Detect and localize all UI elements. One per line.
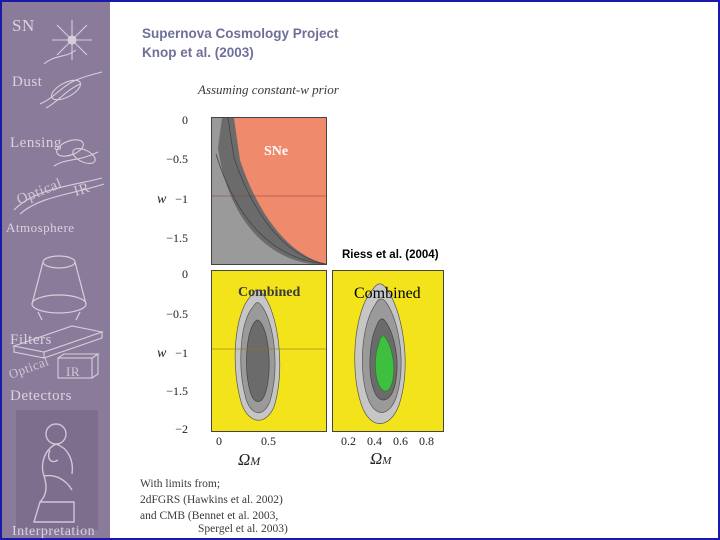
sidebar-item-ir[interactable]: IR xyxy=(71,179,92,201)
sidebar-item-dust[interactable]: Dust xyxy=(12,74,43,90)
atmosphere-icon xyxy=(10,174,106,218)
combined-ytick-0: 0 xyxy=(182,267,188,281)
combined-ylabel: w xyxy=(157,346,167,361)
sidebar-item-atmosphere[interactable]: Atmosphere xyxy=(6,220,75,235)
dust-icon xyxy=(36,64,106,112)
combined-ytick-1: −0.5 xyxy=(166,307,188,321)
sidebar-item-optical[interactable]: Optical xyxy=(14,175,65,209)
sne-ylabel: w xyxy=(157,192,167,207)
riess-xtick-2: 0.6 xyxy=(393,434,408,448)
project-citation: Knop et al. (2003) xyxy=(142,45,254,60)
lensing-icon xyxy=(50,128,106,174)
combined-ytick-3: −1.5 xyxy=(166,384,188,398)
sidebar-item-filters[interactable]: Filters xyxy=(10,332,52,348)
combined-xtick-0: 0 xyxy=(216,434,222,448)
thinker-figure-icon xyxy=(16,410,98,530)
detector-chip-icon xyxy=(52,352,106,386)
thinker-image xyxy=(16,410,98,530)
combined-ytick-2: −1 xyxy=(175,346,188,360)
sne-ytick-2: −1 xyxy=(175,192,188,206)
sidebar-item-lensing[interactable]: Lensing xyxy=(10,135,62,151)
riess-xtick-0: 0.2 xyxy=(341,434,356,448)
combined-xtick-1: 0.5 xyxy=(261,434,276,448)
sne-contours xyxy=(212,118,326,264)
riess-combined-label: Combined xyxy=(354,285,421,302)
footnote-line-2: 2dFGRS (Hawkins et al. 2002) xyxy=(140,494,283,506)
combined-ytick-4: −2 xyxy=(175,422,188,436)
footnote-line-4: Spergel et al. 2003) xyxy=(198,523,288,535)
sne-contour-panel xyxy=(211,117,327,265)
sidebar-item-ir-detectors[interactable]: IR xyxy=(66,364,80,379)
prior-assumption-label: Assuming constant-w prior xyxy=(198,82,339,97)
sidebar-item-sn[interactable]: SN xyxy=(12,16,35,35)
riess-xtick-3: 0.8 xyxy=(419,434,434,448)
footnote-line-1: With limits from; xyxy=(140,478,221,490)
sidebar-item-interpretation[interactable]: Interpretation xyxy=(12,524,96,539)
sne-ytick-3: −1.5 xyxy=(166,231,188,245)
combined-contour-panel xyxy=(211,270,327,432)
telescope-icon xyxy=(18,250,100,322)
sne-panel-title: SNe xyxy=(264,144,289,159)
sne-ytick-0: 0 xyxy=(182,113,188,127)
riess-citation: Riess et al. (2004) xyxy=(342,249,439,261)
sne-ytick-1: −0.5 xyxy=(166,152,188,166)
sidebar-item-detectors[interactable]: Detectors xyxy=(10,388,72,404)
combined-panel-title: Combined xyxy=(238,285,301,300)
sidebar xyxy=(2,2,110,538)
riess-xlabel: ΩM xyxy=(370,449,392,468)
sidebar-item-optical-detectors[interactable]: Optical xyxy=(6,353,51,382)
project-title: Supernova Cosmology Project xyxy=(142,26,339,41)
combined-xlabel: ΩM xyxy=(238,450,261,469)
riess-xtick-1: 0.4 xyxy=(367,434,382,448)
footnote-line-3: and CMB (Bennet et al. 2003, xyxy=(140,510,279,522)
